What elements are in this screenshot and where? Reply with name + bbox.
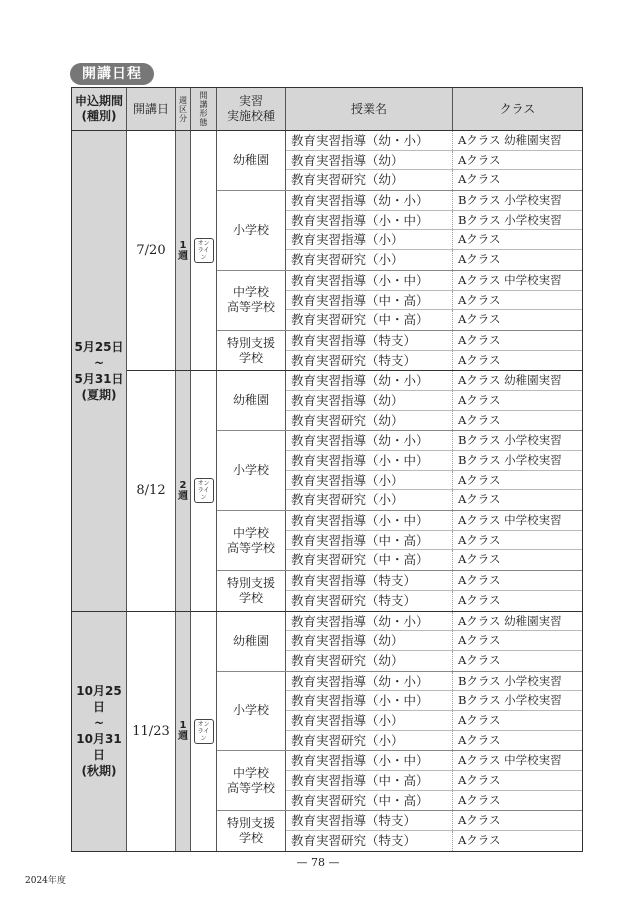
class-name: Aクラス 幼稚園実習 bbox=[458, 133, 562, 147]
class-name: Aクラス bbox=[458, 152, 501, 167]
course-rows bbox=[286, 331, 582, 370]
course-name: 教育実習研究（中・高） bbox=[286, 310, 453, 330]
table-row bbox=[286, 391, 582, 411]
delivery-form bbox=[191, 131, 217, 370]
table-row bbox=[286, 191, 582, 211]
week-type bbox=[176, 371, 191, 610]
school-types bbox=[217, 371, 582, 610]
school-type: 幼稚園 bbox=[217, 131, 286, 190]
course-name: 教育実習指導（小） bbox=[286, 471, 453, 490]
course-rows bbox=[286, 571, 582, 610]
school-group bbox=[217, 271, 582, 331]
class-name: Bクラス 小学校実習 bbox=[458, 212, 562, 227]
school-types bbox=[217, 612, 582, 851]
header-subject: 授業名 bbox=[286, 88, 453, 130]
online-badge: オン ライン bbox=[194, 238, 214, 263]
class-name: Aクラス bbox=[458, 813, 501, 828]
session-blocks bbox=[127, 612, 582, 851]
semester-group bbox=[72, 612, 582, 851]
table-row bbox=[286, 531, 582, 551]
class-name: Aクラス bbox=[458, 332, 501, 347]
course-name: 教育実習研究（小） bbox=[286, 490, 453, 510]
class-name: Aクラス bbox=[458, 712, 501, 727]
school-type: 中学校 高等学校 bbox=[217, 271, 286, 330]
delivery-form bbox=[191, 371, 217, 610]
table-row bbox=[286, 791, 582, 811]
course-name: 教育実習指導（幼・小） bbox=[286, 371, 453, 390]
course-name: 教育実習研究（小） bbox=[286, 731, 453, 751]
table-row bbox=[286, 331, 582, 351]
session-date: 7/20 bbox=[127, 131, 176, 370]
course-rows bbox=[286, 191, 582, 270]
table-row bbox=[286, 131, 582, 151]
school-type: 特別支援 学校 bbox=[217, 331, 286, 370]
table-row bbox=[286, 431, 582, 451]
course-name: 教育実習研究（特支） bbox=[286, 831, 453, 851]
course-name: 教育実習研究（特支） bbox=[286, 351, 453, 371]
header-school: 実習 実施校種 bbox=[217, 88, 286, 130]
school-group bbox=[217, 131, 582, 191]
course-name: 教育実習指導（幼・小） bbox=[286, 431, 453, 450]
class-name: Aクラス bbox=[458, 312, 501, 327]
course-name: 教育実習指導（中・高） bbox=[286, 291, 453, 310]
table-row bbox=[286, 571, 582, 591]
course-rows bbox=[286, 131, 582, 190]
class-name: Aクラス bbox=[458, 792, 501, 807]
course-name: 教育実習指導（中・高） bbox=[286, 531, 453, 550]
school-type: 幼稚園 bbox=[217, 371, 286, 430]
course-name: 教育実習研究（中・高） bbox=[286, 791, 453, 811]
school-group bbox=[217, 371, 582, 431]
school-group bbox=[217, 672, 582, 752]
class-name: Aクラス bbox=[458, 773, 501, 787]
class-name: Bクラス 小学校実習 bbox=[458, 193, 562, 208]
fiscal-year: 2024年度 bbox=[25, 876, 66, 886]
course-name: 教育実習指導（小） bbox=[286, 711, 453, 730]
class-name: Aクラス bbox=[458, 412, 501, 427]
course-name: 教育実習指導（幼・小） bbox=[286, 612, 453, 631]
school-type: 特別支援 学校 bbox=[217, 811, 286, 850]
week-type bbox=[176, 612, 191, 851]
course-name: 教育実習研究（幼） bbox=[286, 170, 453, 190]
table-row bbox=[286, 811, 582, 831]
class-name: Aクラス 中学校実習 bbox=[458, 272, 562, 287]
table-row bbox=[286, 291, 582, 311]
schedule-table bbox=[71, 87, 583, 852]
table-row bbox=[286, 511, 582, 531]
course-name: 教育実習指導（幼） bbox=[286, 391, 453, 410]
class-name: Aクラス 中学校実習 bbox=[458, 753, 562, 768]
application-period: 10月25日 ~ 10月31日 (秋期) bbox=[72, 612, 127, 851]
school-group bbox=[217, 571, 582, 610]
section-title-badge: 開講日程 bbox=[70, 63, 154, 85]
session-block bbox=[127, 371, 582, 610]
course-name: 教育実習研究（幼） bbox=[286, 411, 453, 431]
table-row bbox=[286, 211, 582, 231]
class-name: Aクラス bbox=[458, 532, 501, 547]
school-type: 中学校 高等学校 bbox=[217, 751, 286, 810]
class-name: Aクラス 幼稚園実習 bbox=[458, 613, 562, 628]
course-name: 教育実習指導（中・高） bbox=[286, 771, 453, 790]
session-block bbox=[127, 612, 582, 851]
course-name: 教育実習指導（小・中） bbox=[286, 511, 453, 530]
class-name: Bクラス 小学校実習 bbox=[458, 693, 562, 708]
session-blocks bbox=[127, 131, 582, 611]
class-name: Aクラス 中学校実習 bbox=[458, 513, 562, 528]
session-date: 8/12 bbox=[127, 371, 176, 610]
course-name: 教育実習指導（小・中） bbox=[286, 271, 453, 290]
table-row bbox=[286, 310, 582, 330]
course-name: 教育実習指導（特支） bbox=[286, 811, 453, 830]
school-type: 小学校 bbox=[217, 191, 286, 270]
course-name: 教育実習指導（幼・小） bbox=[286, 672, 453, 691]
course-rows bbox=[286, 511, 582, 570]
class-name: Aクラス bbox=[458, 472, 501, 487]
session-block bbox=[127, 131, 582, 371]
course-rows bbox=[286, 271, 582, 330]
table-row bbox=[286, 831, 582, 851]
course-name: 教育実習指導（小・中） bbox=[286, 211, 453, 230]
class-name: Aクラス bbox=[458, 592, 501, 607]
school-group bbox=[217, 431, 582, 511]
course-rows bbox=[286, 431, 582, 510]
class-name: Aクラス bbox=[458, 352, 501, 367]
delivery-form bbox=[191, 612, 217, 851]
class-name: Aクラス bbox=[458, 552, 501, 567]
course-rows bbox=[286, 811, 582, 850]
school-group bbox=[217, 191, 582, 271]
table-header bbox=[72, 88, 582, 131]
header-form: 開講形態 bbox=[191, 88, 217, 130]
school-types bbox=[217, 131, 582, 370]
school-group bbox=[217, 751, 582, 811]
course-name: 教育実習指導（幼・小） bbox=[286, 131, 453, 150]
table-row bbox=[286, 612, 582, 632]
table-row bbox=[286, 230, 582, 250]
course-rows bbox=[286, 672, 582, 751]
course-rows bbox=[286, 371, 582, 430]
online-badge: オン ライン bbox=[194, 719, 214, 744]
application-period: 5月25日 ~ 5月31日 (夏期) bbox=[72, 131, 127, 611]
table-row bbox=[286, 711, 582, 731]
table-row bbox=[286, 672, 582, 692]
table-row bbox=[286, 691, 582, 711]
school-group bbox=[217, 331, 582, 370]
table-row bbox=[286, 490, 582, 510]
table-row bbox=[286, 471, 582, 491]
semester-group bbox=[72, 131, 582, 612]
week-label: 1週 bbox=[178, 239, 188, 262]
table-row bbox=[286, 591, 582, 611]
course-name: 教育実習指導（幼） bbox=[286, 631, 453, 650]
school-type: 特別支援 学校 bbox=[217, 571, 286, 610]
course-name: 教育実習指導（小・中） bbox=[286, 691, 453, 710]
class-name: Aクラス bbox=[458, 232, 501, 247]
school-group bbox=[217, 612, 582, 672]
class-name: Aクラス bbox=[458, 172, 501, 187]
course-name: 教育実習研究（特支） bbox=[286, 591, 453, 611]
class-name: Aクラス bbox=[458, 652, 501, 667]
table-row bbox=[286, 631, 582, 651]
course-name: 教育実習指導（小・中） bbox=[286, 751, 453, 770]
table-row bbox=[286, 371, 582, 391]
class-name: Bクラス 小学校実習 bbox=[458, 673, 562, 688]
school-group bbox=[217, 511, 582, 571]
course-rows bbox=[286, 612, 582, 671]
table-row bbox=[286, 411, 582, 431]
week-label: 2週 bbox=[178, 479, 188, 502]
header-class: クラス bbox=[499, 101, 536, 116]
course-rows bbox=[286, 751, 582, 810]
course-name: 教育実習研究（中・高） bbox=[286, 550, 453, 570]
class-name: Aクラス bbox=[458, 392, 501, 407]
table-row bbox=[286, 451, 582, 471]
table-row bbox=[286, 771, 582, 791]
course-name: 教育実習指導（幼・小） bbox=[286, 191, 453, 210]
school-type: 幼稚園 bbox=[217, 612, 286, 671]
course-name: 教育実習研究（小） bbox=[286, 250, 453, 270]
table-row bbox=[286, 250, 582, 270]
course-name: 教育実習研究（幼） bbox=[286, 651, 453, 671]
class-name: Aクラス bbox=[458, 732, 501, 747]
header-date: 開講日 bbox=[127, 88, 176, 130]
class-name: Aクラス bbox=[458, 292, 501, 307]
class-name: Bクラス 小学校実習 bbox=[458, 453, 562, 467]
school-type: 小学校 bbox=[217, 431, 286, 510]
class-name: Aクラス bbox=[458, 492, 501, 507]
class-name: Aクラス bbox=[458, 833, 501, 848]
table-row bbox=[286, 651, 582, 671]
class-name: Aクラス bbox=[458, 573, 501, 588]
class-name: Aクラス 幼稚園実習 bbox=[458, 373, 562, 388]
table-row bbox=[286, 271, 582, 291]
table-body bbox=[72, 131, 582, 851]
school-group bbox=[217, 811, 582, 850]
school-type: 中学校 高等学校 bbox=[217, 511, 286, 570]
course-name: 教育実習指導（幼） bbox=[286, 151, 453, 170]
table-row bbox=[286, 351, 582, 371]
class-name: Bクラス 小学校実習 bbox=[458, 433, 562, 448]
week-label: 1週 bbox=[178, 720, 188, 743]
course-name: 教育実習指導（特支） bbox=[286, 571, 453, 590]
class-name: Aクラス bbox=[458, 252, 501, 267]
table-row bbox=[286, 550, 582, 570]
course-name: 教育実習指導（特支） bbox=[286, 331, 453, 350]
course-name: 教育実習指導（小・中） bbox=[286, 451, 453, 470]
header-week: 週区分 bbox=[176, 88, 191, 130]
school-type: 小学校 bbox=[217, 672, 286, 751]
online-badge: オン ライン bbox=[194, 478, 214, 503]
course-name: 教育実習指導（小） bbox=[286, 230, 453, 249]
week-type bbox=[176, 131, 191, 370]
page-number: — 78 — bbox=[296, 856, 340, 869]
table-row bbox=[286, 751, 582, 771]
table-row bbox=[286, 170, 582, 190]
header-period: 申込期間 (種別) bbox=[72, 88, 127, 130]
table-row bbox=[286, 151, 582, 171]
table-row bbox=[286, 731, 582, 751]
session-date: 11/23 bbox=[127, 612, 176, 851]
class-name: Aクラス bbox=[458, 633, 501, 648]
